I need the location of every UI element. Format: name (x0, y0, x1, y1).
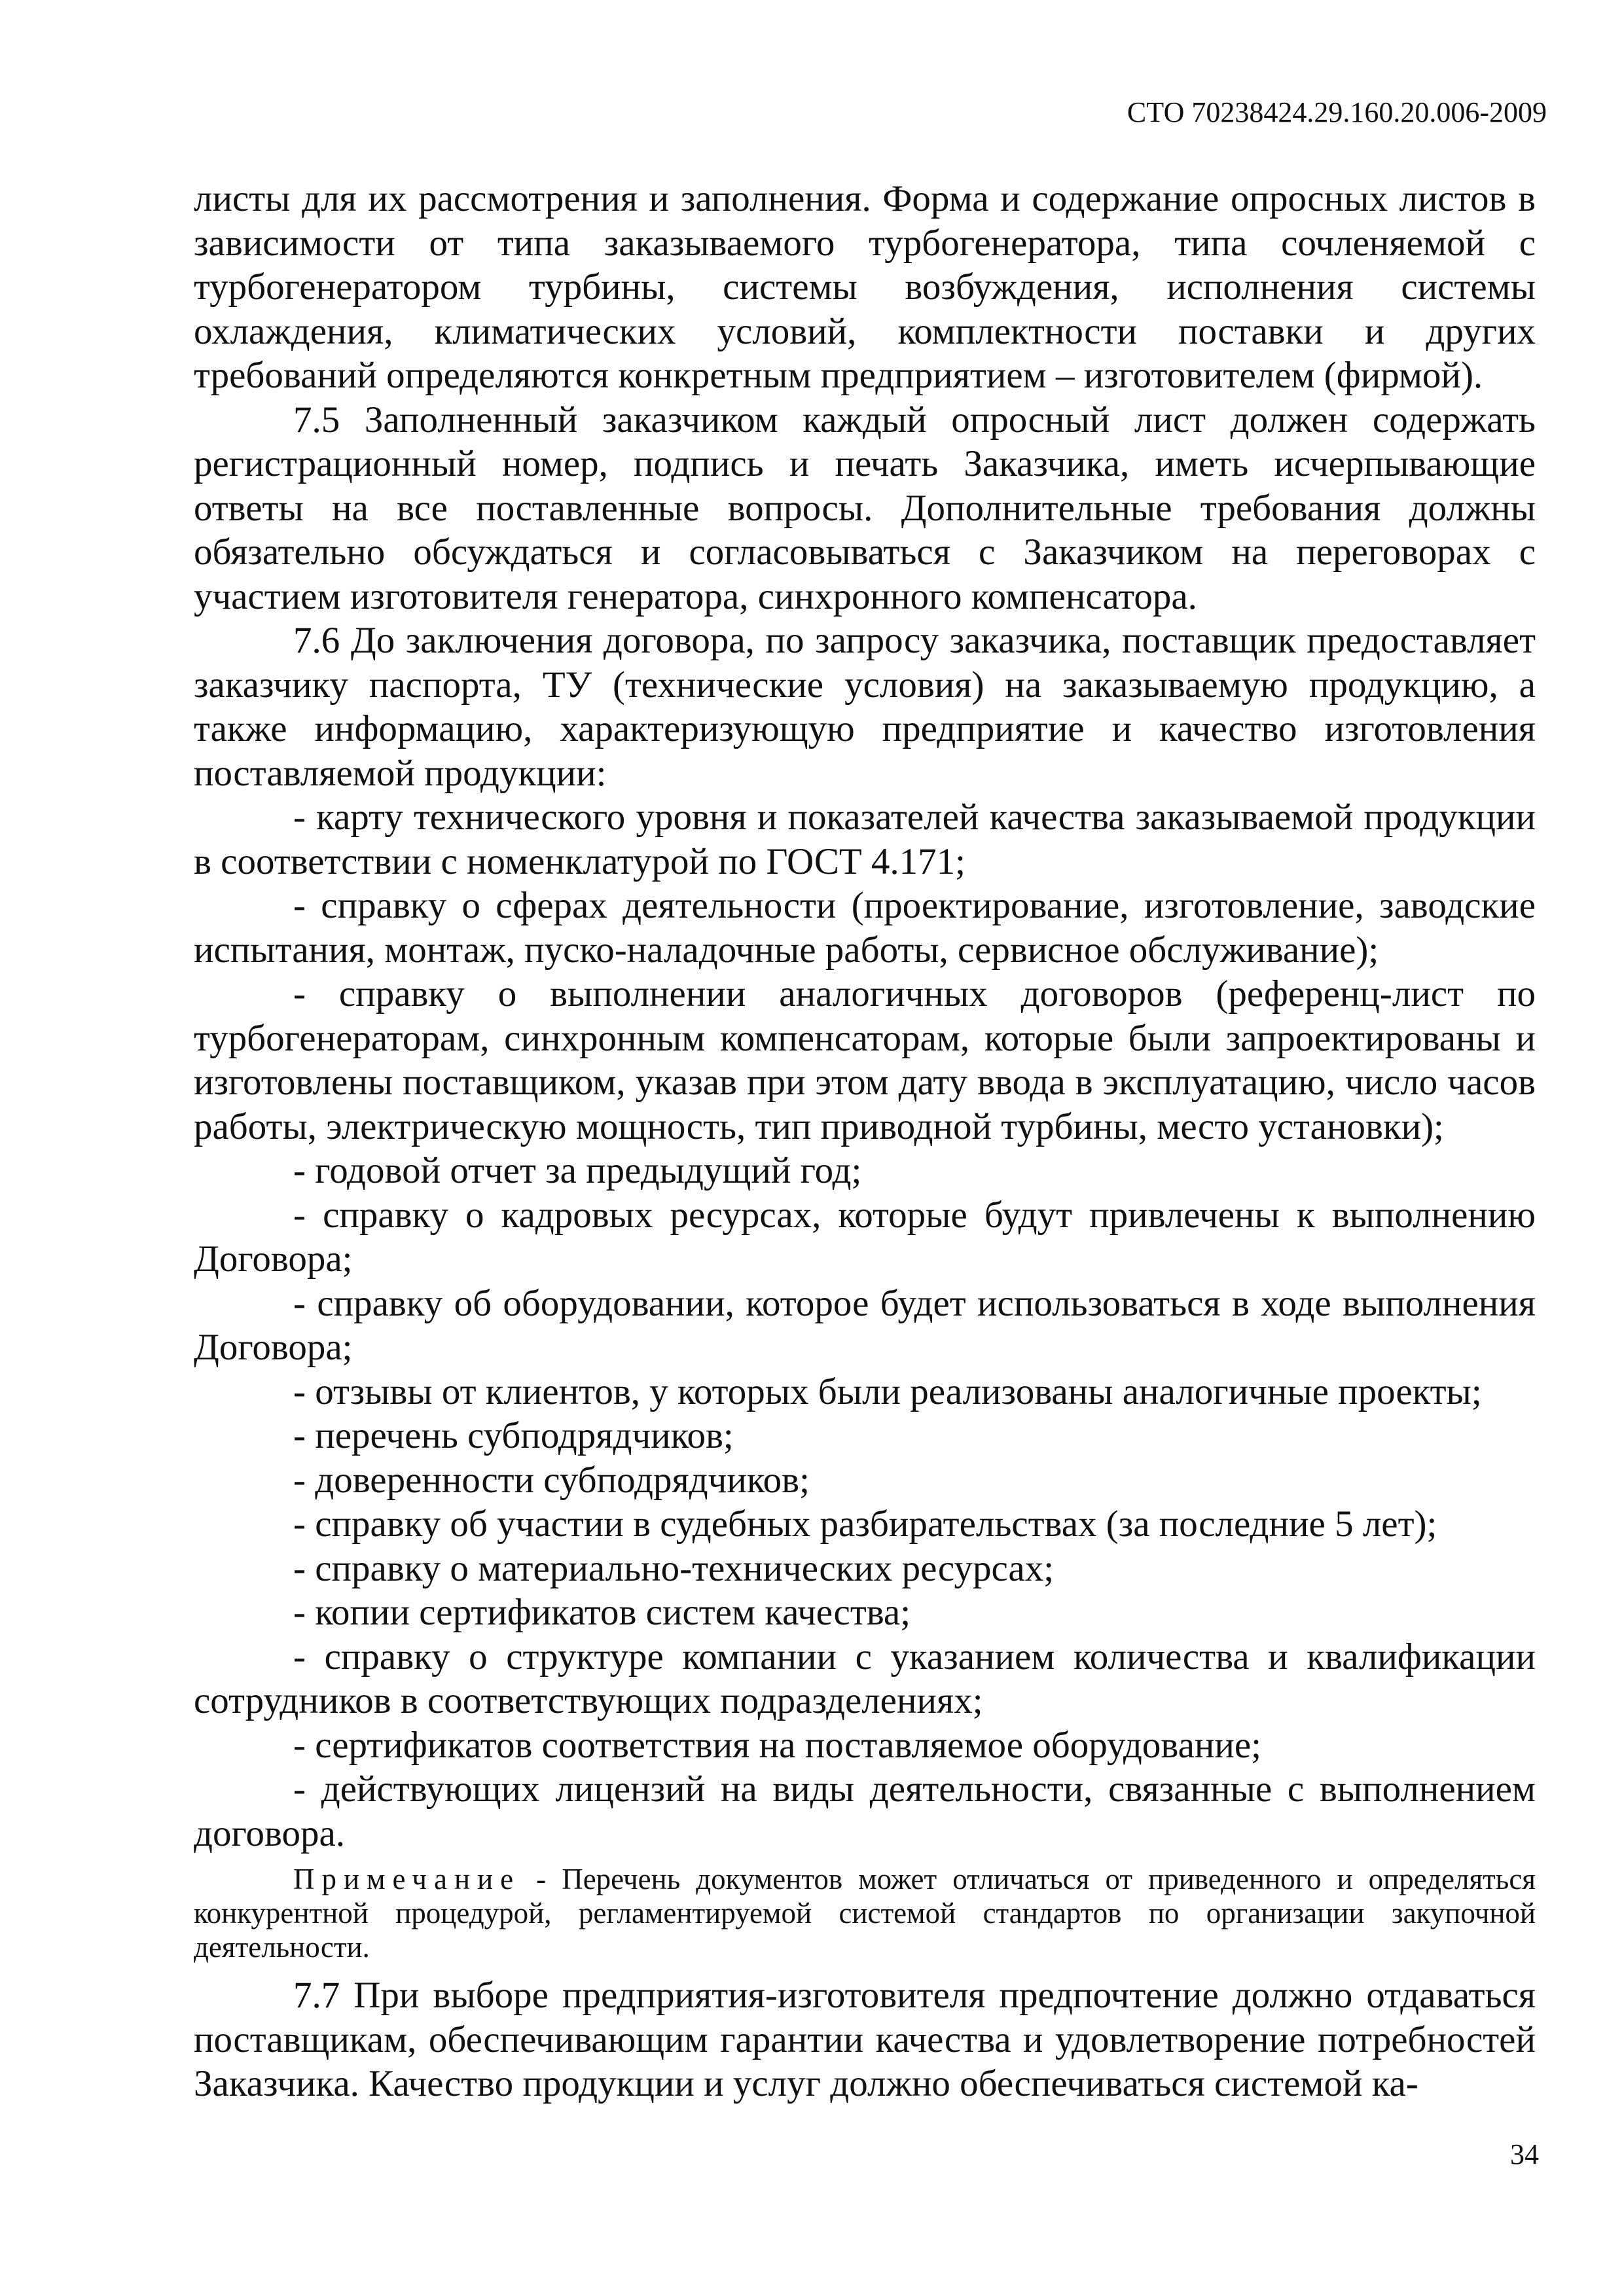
document-body (194, 177, 1536, 2106)
list-item: - перечень субподрядчиков; (293, 1415, 734, 1456)
list-item: - справку о материально-технических ресурсах; (293, 1547, 1055, 1589)
list-item: - годовой отчет за предыдущий год; (293, 1150, 862, 1191)
list-item: - справку об участии в судебных разбирательствах (за последние 5 лет); (293, 1503, 1437, 1545)
list-item: - отзывы от клиентов, у которых были реализованы аналогичные проекты; (293, 1371, 1482, 1412)
note-paragraph (194, 1862, 1536, 1964)
note-label: Примечание (293, 1863, 521, 1895)
list-item: - справку о сферах деятельности (проектирование, изготовление, заводские испытания, монтаж, пуско-наладочные работы, сервисное обслуживание); (194, 885, 1536, 971)
document-code-header: СТО 70238424.29.160.20.006-2009 (1127, 96, 1547, 128)
paragraph-continuation: листы для их рассмотрения и заполнения. Форма и содержание опросных листов в зависимости от типа заказываемого турбогенератора, типа сочленяемой с турбогенератором турбины, системы возбуждения, исполнения системы охлаждения, климатических условий, комплектности поставки и других требований определяются конкретным предприятием – изготовителем (фирмой). (194, 178, 1536, 396)
list-item: - карту технического уровня и показателей качества заказываемой продукции в соответствии с номенклатурой по ГОСТ 4.171; (194, 797, 1536, 882)
list-item: - сертификатов соответствия на поставляемое оборудование; (293, 1724, 1262, 1766)
paragraph-7-7: 7.7 При выборе предприятия-изготовителя предпочтение должно отдаваться поставщикам, обеспечивающим гарантии качества и удовлетворение потребностей Заказчика. Качество продукции и услуг должно обеспечиваться системой ка- (194, 1975, 1536, 2104)
note-text: - Перечень документов может отличаться от приведенного и определяться конкурентной процедурой, регламентируемой системой стандартов по организации закупочной деятельности. (194, 1863, 1536, 1964)
required-documents-list (194, 795, 1536, 1856)
list-item: - копии сертификатов систем качества; (293, 1592, 911, 1633)
list-item: - действующих лицензий на виды деятельности, связанные с выполнением договора. (194, 1768, 1536, 1854)
list-item: - справку о выполнении аналогичных договоров (референц-лист по турбогенераторам, синхронным компенсаторам, которые были запроектированы и изготовлены поставщиком, указав при этом дату ввода в эксплуатацию, число часов работы, электрическую мощность, тип приводной турбины, место установки); (194, 973, 1536, 1147)
list-item: - справку о кадровых ресурсах, которые будут привлечены к выполнению Договора; (194, 1194, 1536, 1280)
paragraph-7-6: 7.6 До заключения договора, по запросу заказчика, поставщик предоставляет заказчику паспорта, ТУ (технические условия) на заказываемую продукцию, а также информацию, характеризующую предприятие и качество изготовления поставляемой продукции: (194, 620, 1536, 794)
page-number: 34 (1510, 2138, 1539, 2170)
paragraph-7-5: 7.5 Заполненный заказчиком каждый опросный лист должен содержать регистрационный номер, подпись и печать Заказчика, иметь исчерпывающие ответы на все поставленные вопросы. Дополнительные требования должны обязательно обсуждаться и согласовываться с Заказчиком на переговорах с участием изготовителя генератора, синхронного компенсатора. (194, 399, 1536, 617)
list-item: - доверенности субподрядчиков; (293, 1459, 810, 1501)
list-item: - справку о структуре компании с указанием количества и квалификации сотрудников в соответствующих подразделениях; (194, 1636, 1536, 1721)
list-item: - справку об оборудовании, которое будет использоваться в ходе выполнения Договора; (194, 1282, 1536, 1368)
